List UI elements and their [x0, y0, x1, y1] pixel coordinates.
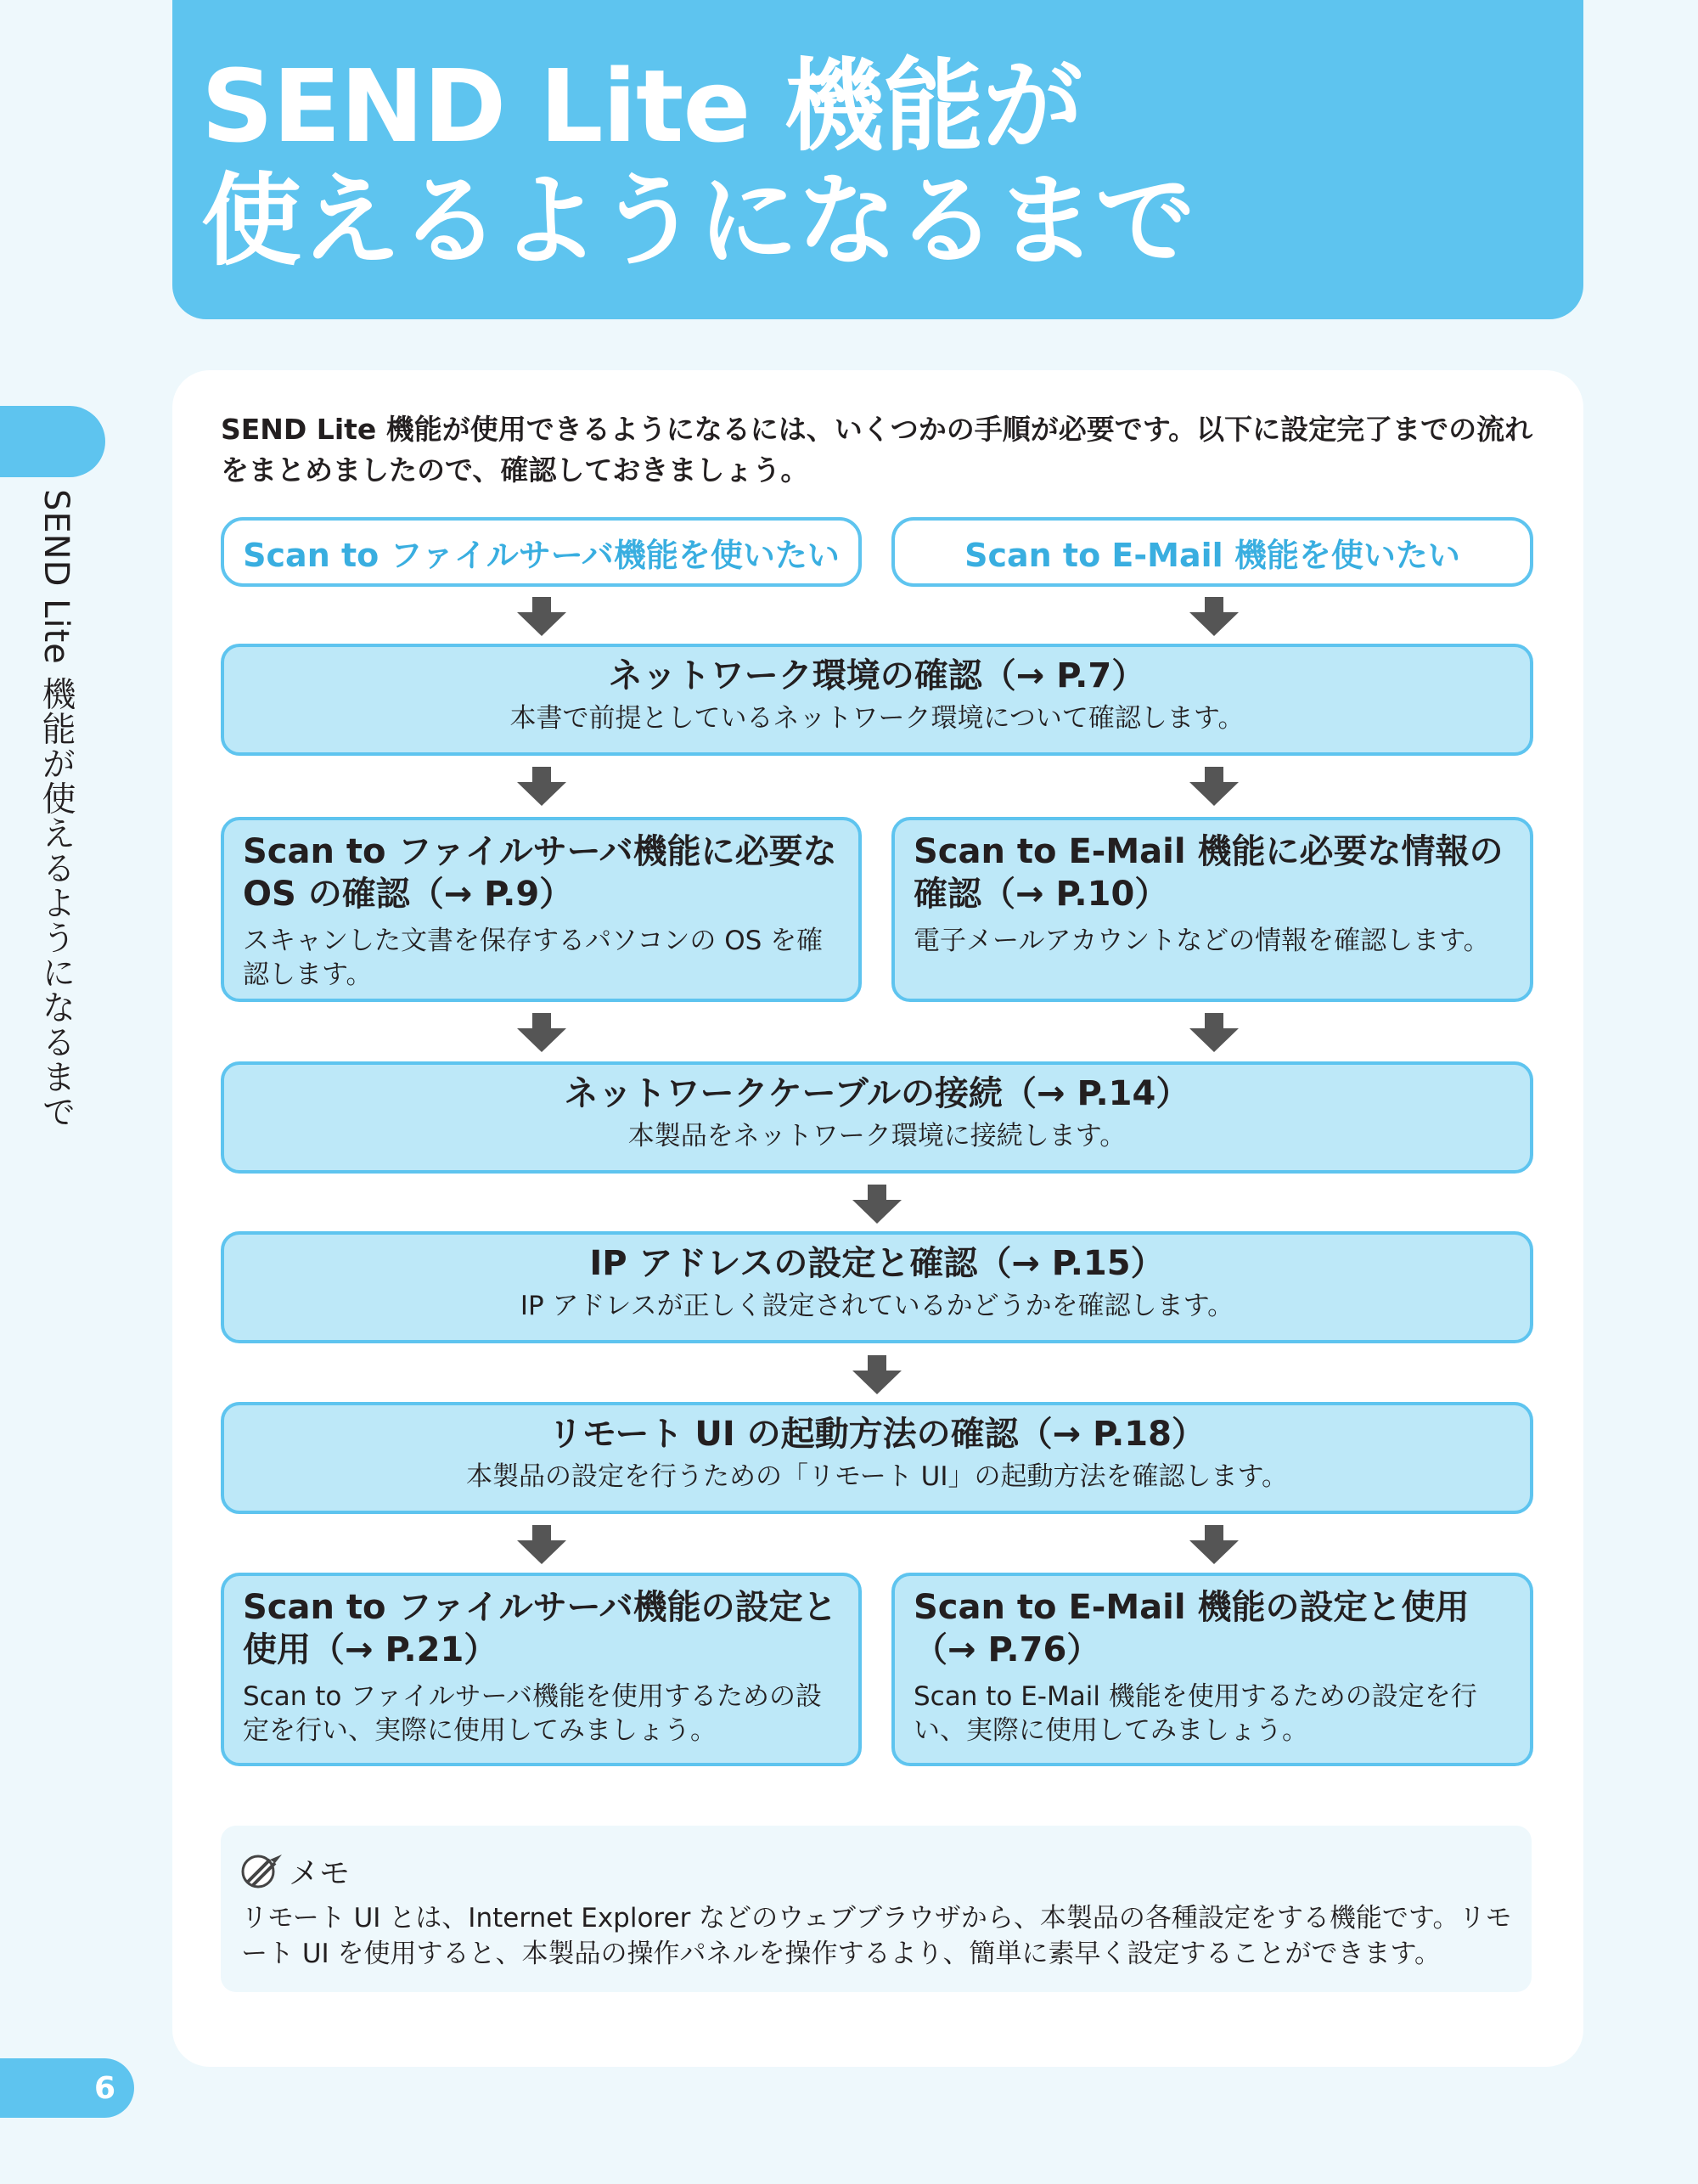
memo-pencil-icon	[241, 1853, 285, 1890]
memo-header	[241, 1849, 350, 1893]
flow-arrow-icon	[852, 1185, 902, 1224]
step-description: Scan to ファイルサーバ機能を使用するための設定を行い、実際に使用してみましょう。	[243, 1681, 823, 1746]
flow-arrow-icon	[517, 767, 566, 806]
flow-arrow-icon	[1189, 597, 1239, 636]
flow-arrow-icon	[517, 1525, 566, 1564]
flow-arrow-icon	[852, 1355, 902, 1394]
memo-text: リモート UI とは、Internet Explorer などのウェブブラウザから、本製品の各種設定をする機能です。リモート UI を使用すると、本製品の操作パネルを操作するより、簡単に素早く設定することができます。	[241, 1903, 1512, 1969]
step-description: Scan to E-Mail 機能を使用するための設定を行い、実際に使用してみましょう。	[914, 1681, 1477, 1746]
step-title: Scan to E-Mail 機能に必要な情報の確認（→ P.10）	[914, 832, 1504, 914]
step-title: IP アドレスの設定と確認（→ P.15）	[589, 1244, 1165, 1283]
side-tab-marker	[0, 406, 105, 477]
memo-box	[221, 1826, 1532, 1992]
step-title: Scan to ファイルサーバ機能に必要な OS の確認（→ P.9）	[243, 832, 837, 914]
step-os-check	[221, 817, 862, 1002]
page-title-line1: SEND Lite 機能が	[201, 48, 1082, 165]
step-ip-address	[221, 1231, 1533, 1343]
step-network-cable	[221, 1061, 1533, 1174]
step-email-info-check	[891, 817, 1533, 1002]
step-email-setup	[891, 1573, 1533, 1766]
step-title: Scan to E-Mail 機能の設定と使用（→ P.76）	[914, 1588, 1470, 1669]
choice-file-server-label: Scan to ファイルサーバ機能を使いたい	[243, 536, 840, 574]
step-title: ネットワークケーブルの接続（→ P.14）	[564, 1074, 1190, 1113]
flow-arrow-icon	[517, 1013, 566, 1052]
step-description: 本書で前提としているネットワーク環境について確認します。	[509, 703, 1245, 734]
step-description: 本製品をネットワーク環境に接続します。	[627, 1121, 1127, 1151]
step-network-environment	[221, 644, 1533, 756]
step-title: ネットワーク環境の確認（→ P.7）	[608, 656, 1146, 695]
page-title-line2: 使えるようになるまで	[201, 162, 1195, 279]
choice-email	[891, 517, 1533, 587]
flow-arrow-icon	[1189, 767, 1239, 806]
side-chapter-label: SEND Lite 機能が使えるようになるまで	[37, 489, 76, 1129]
choice-email-label: Scan to E-Mail 機能を使いたい	[964, 536, 1460, 574]
step-title: リモート UI の起動方法の確認（→ P.18）	[548, 1415, 1206, 1454]
page-header	[172, 0, 1583, 319]
flow-arrow-icon	[1189, 1525, 1239, 1564]
step-description: IP アドレスが正しく設定されているかどうかを確認します。	[520, 1291, 1234, 1321]
page-title	[201, 49, 1195, 279]
step-description: スキャンした文書を保存するパソコンの OS を確認します。	[243, 926, 824, 990]
step-file-server-setup	[221, 1573, 862, 1766]
page-number-tab	[0, 2058, 134, 2118]
flow-arrow-icon	[1189, 1013, 1239, 1052]
step-remote-ui	[221, 1402, 1533, 1514]
memo-label: メモ	[289, 1856, 351, 1891]
step-description: 電子メールアカウントなどの情報を確認します。	[914, 926, 1490, 956]
intro-paragraph: SEND Lite 機能が使用できるようになるには、いくつかの手順が必要です。以下に設定完了までの流れをまとめましたので、確認しておきましょう。	[221, 413, 1533, 487]
step-title: Scan to ファイルサーバ機能の設定と使用（→ P.21）	[243, 1588, 837, 1669]
step-description: 本製品の設定を行うための「リモート UI」の起動方法を確認します。	[466, 1461, 1288, 1492]
flow-arrow-icon	[517, 597, 566, 636]
page-number: 6	[93, 2070, 115, 2106]
choice-file-server	[221, 517, 862, 587]
